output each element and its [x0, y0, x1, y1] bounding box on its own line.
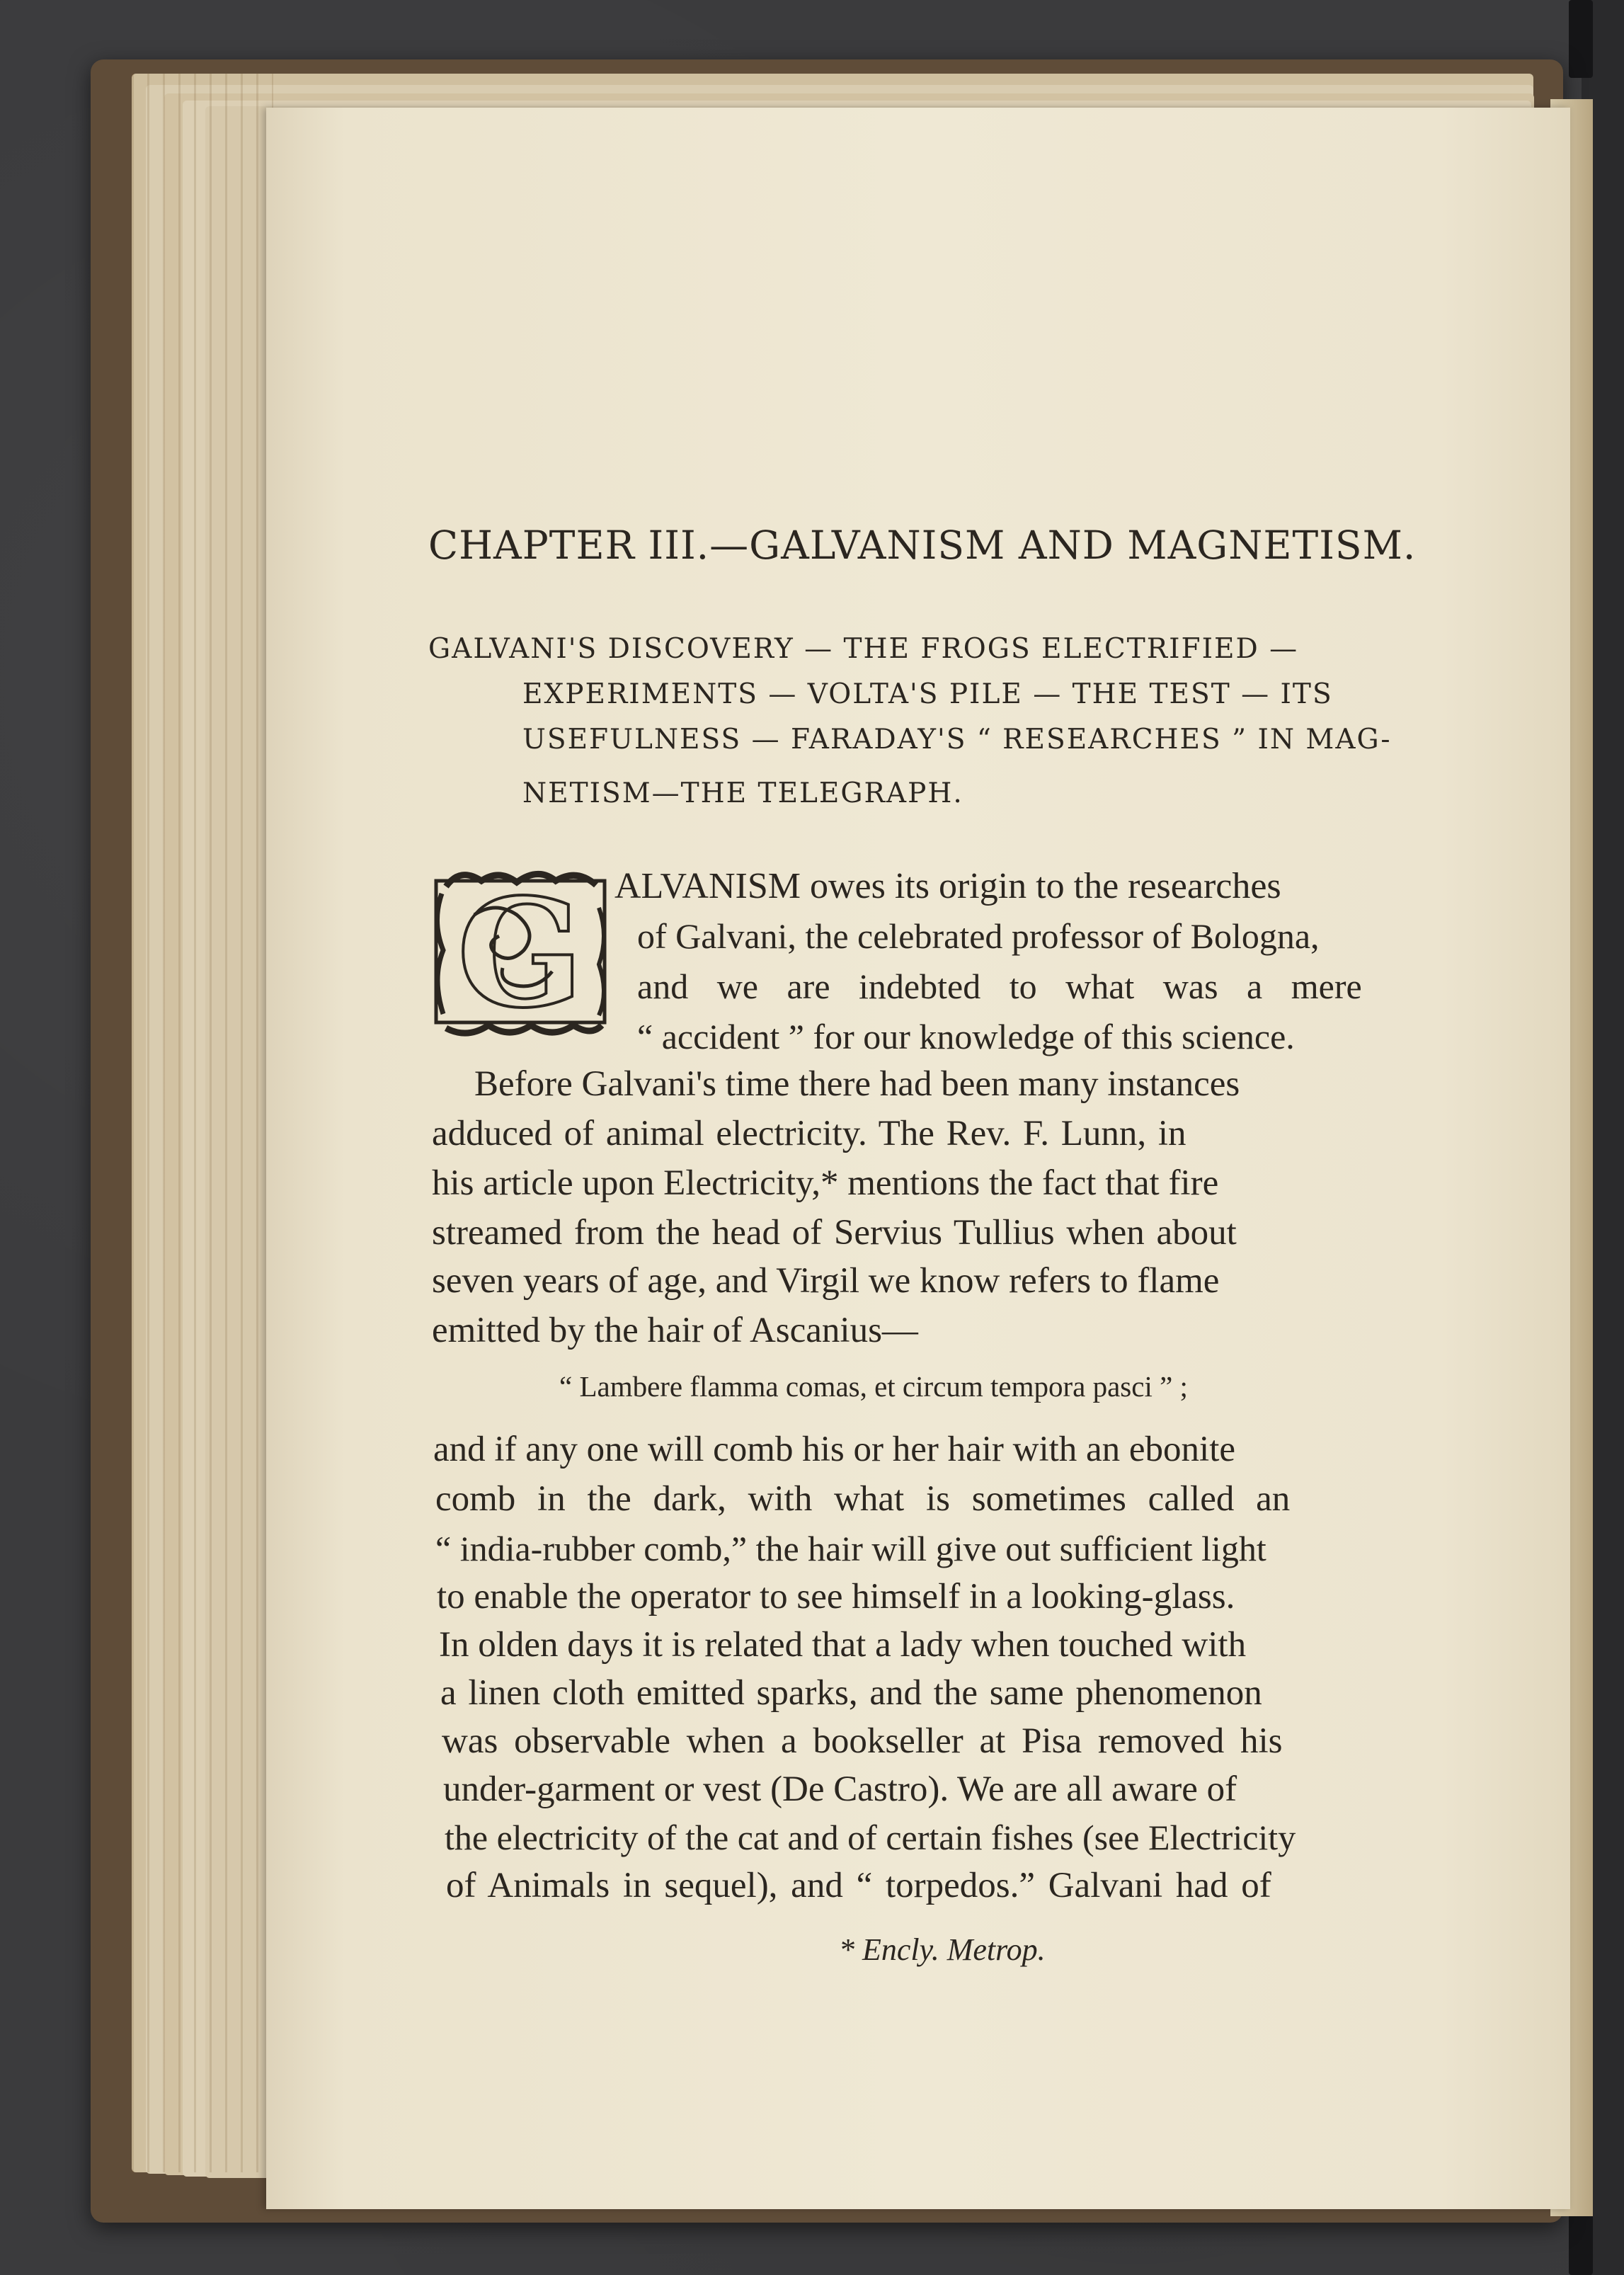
body-line: and if any one will comb his or her hair with an ebonite: [433, 1430, 1236, 1469]
body-line: comb in the dark, with what is sometimes called an: [435, 1479, 1291, 1519]
body-line: to enable the operator to see himself in a looking-glass.: [437, 1577, 1235, 1617]
chapter-summary-line: NETISM—THE TELEGRAPH.: [522, 777, 963, 809]
ornamental-drop-cap-g: [432, 865, 609, 1041]
body-line: under-garment or vest (De Castro). We are all aware of: [443, 1769, 1237, 1809]
drop-cap-letter: G: [457, 866, 584, 1041]
body-line: his article upon Electricity,* mentions the fact that fire: [432, 1163, 1219, 1203]
intro-line: of Galvani, the celebrated professor of Bologna,: [637, 916, 1320, 956]
intro-line: “ accident ” for our knowledge of this science.: [637, 1017, 1295, 1056]
chapter-title: CHAPTER III.—GALVANISM AND MAGNETISM.: [428, 523, 1417, 568]
page-edges-shading: [132, 74, 273, 2172]
chapter-summary-line: EXPERIMENTS — VOLTA'S PILE — THE TEST — ITS: [522, 678, 1333, 710]
intro-line: and we are indebted to what was a mere: [637, 967, 1362, 1006]
latin-quote: “ Lambere flamma comas, et circum tempora pasci ” ;: [559, 1370, 1188, 1403]
intro-line: ALVANISM owes its origin to the researches: [614, 866, 1281, 906]
body-line: Before Galvani's time there had been many instances: [474, 1064, 1240, 1104]
body-line: the electricity of the cat and of certain fishes (see Electricity: [445, 1818, 1296, 1857]
chapter-summary-line: USEFULNESS — FARADAY'S “ RESEARCHES ” IN MAG-: [522, 724, 1392, 756]
body-line: streamed from the head of Servius Tullius when about: [432, 1213, 1237, 1253]
clip-top: [1569, 0, 1593, 78]
body-line: In olden days it is related that a lady when touched with: [439, 1625, 1247, 1665]
body-line: seven years of age, and Virgil we know refers to flame: [432, 1261, 1220, 1301]
body-line: of Animals in sequel), and “ torpedos.” Galvani had of: [446, 1866, 1271, 1905]
body-line: emitted by the hair of Ascanius—: [432, 1311, 918, 1350]
footnote: * Encly. Metrop.: [839, 1932, 1046, 1967]
body-line: was observable when a bookseller at Pisa removed his: [442, 1721, 1283, 1761]
body-line: “ india-rubber comb,” the hair will give out sufficient light: [435, 1529, 1266, 1568]
body-line: a linen cloth emitted sparks, and the same phenomenon: [440, 1673, 1262, 1713]
chapter-summary-line: GALVANI'S DISCOVERY — THE FROGS ELECTRIFIED —: [428, 633, 1299, 665]
body-line: adduced of animal electricity. The Rev. F. Lunn, in: [432, 1114, 1186, 1153]
